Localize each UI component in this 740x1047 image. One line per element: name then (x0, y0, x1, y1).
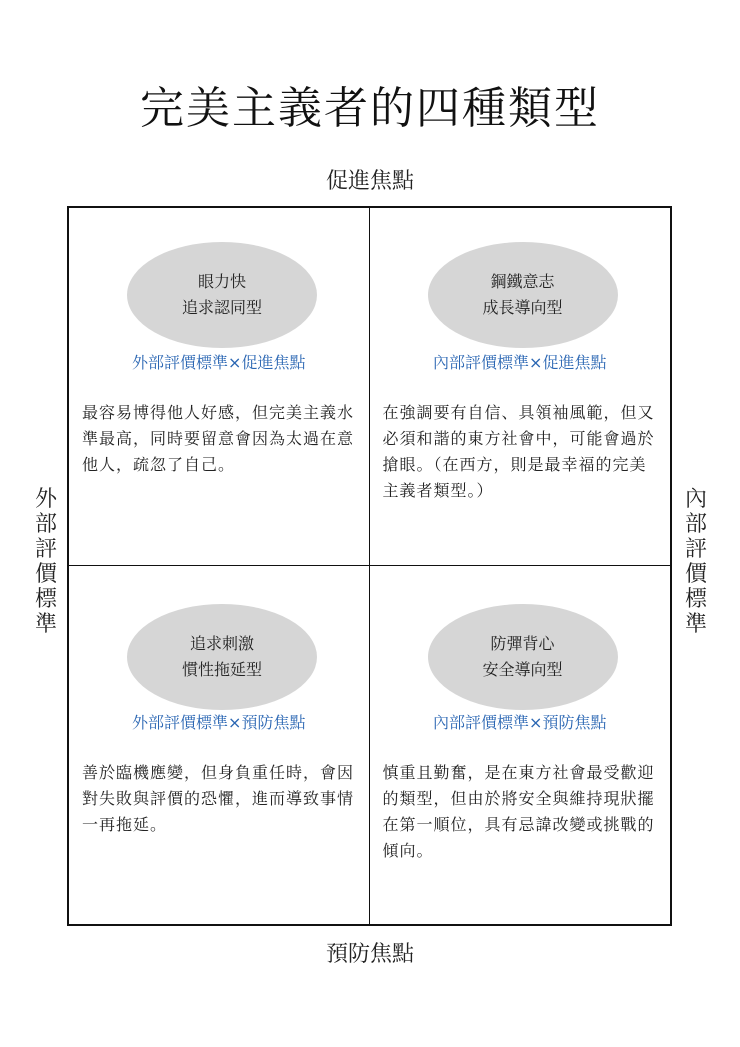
quadrant-description: 在強調要有自信、具領袖風範，但又必須和諧的東方社會中，可能會過於搶眼。（在西方，則是最幸福的完美主義者類型。） (382, 403, 655, 500)
axis-label-promotion-focus: 促進焦點 (325, 169, 414, 194)
type-ellipse (127, 242, 317, 348)
type-ellipse (127, 604, 317, 710)
axis-char: 標 (34, 587, 57, 612)
quadrant-tag: 內部評價標準×促進焦點 (433, 353, 607, 372)
quadrant-description: 善於臨機應變，但身負重任時，會因對失敗與評價的恐懼，進而導致事情一再拖延。 (82, 763, 355, 834)
quadrant-description: 最容易博得他人好感，但完美主義水準最高，同時要留意會因為太過在意他人，疏忽了自己。 (82, 403, 355, 474)
quadrant-top-right (370, 208, 671, 566)
type-name-line2: 追求認同型 (181, 298, 262, 317)
axis-char: 價 (684, 562, 707, 587)
axis-char: 標 (684, 587, 707, 612)
type-ellipse (428, 242, 618, 348)
type-ellipse (428, 604, 618, 710)
type-name-line2: 成長導向型 (482, 298, 563, 317)
axis-char: 評 (684, 537, 707, 562)
quadrant-bottom-right (370, 566, 671, 924)
axis-char: 內 (684, 487, 707, 512)
type-name-line2: 安全導向型 (482, 660, 563, 679)
axis-char: 準 (34, 612, 57, 637)
quadrant-grid (67, 206, 672, 926)
quadrant-tag: 外部評價標準×促進焦點 (132, 353, 306, 372)
quadrant-tag: 內部評價標準×預防焦點 (433, 713, 607, 732)
axis-label-prevention-focus: 預防焦點 (325, 942, 414, 967)
type-name-line1: 眼力快 (197, 272, 246, 291)
quadrant-tag: 外部評價標準×預防焦點 (132, 713, 306, 732)
axis-char: 準 (684, 612, 707, 637)
quadrant-description: 慎重且勤奮，是在東方社會最受歡迎的類型，但由於將安全與維持現狀擺在第一順位，具有忌諱改變或挑戰的傾向。 (382, 763, 655, 860)
axis-char: 價 (34, 562, 57, 587)
type-name-line1: 追求刺激 (189, 634, 254, 653)
axis-label-internal-standard (681, 487, 711, 637)
page-title: 完美主義者的四種類型 (140, 83, 600, 134)
quadrant-bottom-left (69, 566, 370, 924)
axis-char: 外 (34, 487, 57, 512)
type-name-line1: 防彈背心 (490, 634, 555, 653)
axis-char: 部 (34, 512, 57, 537)
type-name-line1: 鋼鐵意志 (490, 272, 555, 291)
quadrant-top-left (69, 208, 370, 566)
type-name-line2: 慣性拖延型 (181, 660, 262, 679)
axis-char: 評 (34, 537, 57, 562)
axis-char: 部 (684, 512, 707, 537)
axis-label-external-standard (31, 487, 61, 637)
